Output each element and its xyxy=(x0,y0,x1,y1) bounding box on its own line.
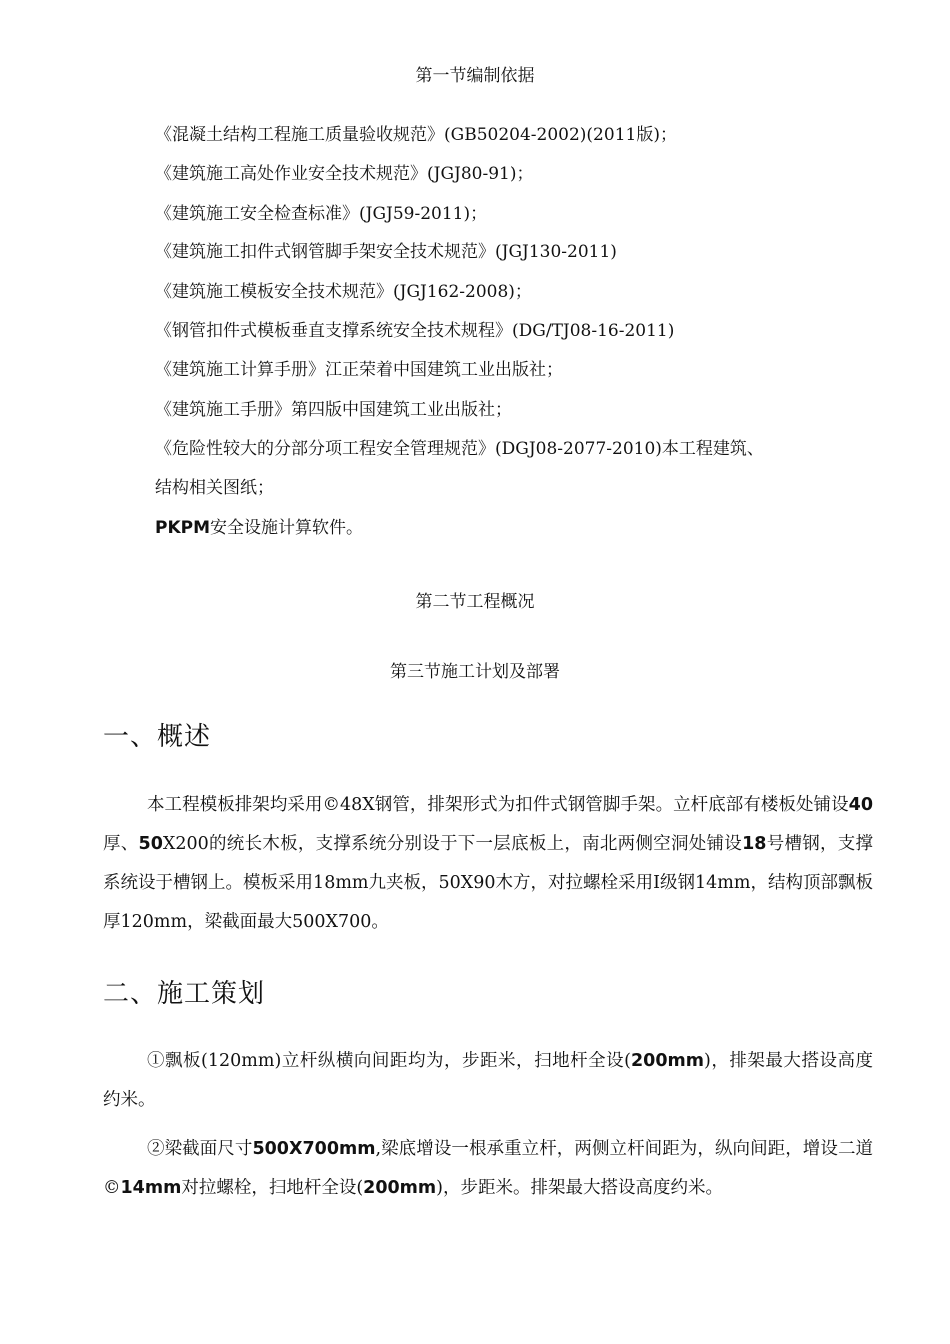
section-2-title: 第二节工程概况 xyxy=(415,592,535,612)
overview-text: X200的统长木板，支撑系统分别设于下一层底板上，南北两侧空洞处铺设 xyxy=(162,834,743,854)
item-text: ②梁截面尺寸 xyxy=(147,1139,253,1159)
item-bold: 500X700mm xyxy=(252,1139,376,1159)
reference-item: 《建筑施工安全检查标准》(JGJ59-2011)； xyxy=(155,204,488,224)
heading-planning: 二、施工策划 xyxy=(103,979,266,1009)
pkpm-bold: PKPM xyxy=(155,518,211,538)
reference-item: 《建筑施工模板安全技术规范》(JGJ162-2008)； xyxy=(155,282,532,302)
item-text: )，排架最大搭设高度约米。 xyxy=(103,1051,873,1110)
item-text: ,梁底增设一根承重立杆，两侧立杆间距为，纵向间距，增设二道© xyxy=(103,1139,874,1198)
item-bold: 14mm xyxy=(120,1178,182,1198)
reference-item: 《建筑施工手册》第四版中国建筑工业出版社； xyxy=(155,400,512,420)
item-text: )，步距米。排架最大搭设高度约米。 xyxy=(436,1178,723,1198)
overview-bold: 40 xyxy=(848,795,873,815)
overview-text: 号槽钢，支撑系统设于槽钢上。模板采用18mm九夹板，50X90木方，对拉螺栓采用Ⅰ级钢14mm，结构顶部飘板厚120mm，梁截面最大500X700。 xyxy=(103,834,874,932)
reference-item: 《建筑施工高处作业安全技术规范》(JGJ80-91)； xyxy=(155,164,534,184)
planning-item-2 xyxy=(103,1130,873,1208)
heading-overview: 一、概述 xyxy=(103,722,212,752)
overview-bold: 50 xyxy=(138,834,163,854)
overview-text: 本工程模板排架均采用©48X钢管，排架形式为扣件式钢管脚手架。立杆底部有楼板处铺设 xyxy=(147,795,849,815)
item-bold: 200mm xyxy=(363,1178,437,1198)
item-text: ①飘板(120mm)立杆纵横向间距均为，步距米，扫地杆全设( xyxy=(147,1051,631,1071)
section-3-title: 第三节施工计划及部署 xyxy=(390,662,560,682)
pkpm-text: 安全设施计算软件。 xyxy=(210,518,364,538)
item-bold: 200mm xyxy=(631,1051,704,1071)
overview-bold: 18 xyxy=(742,834,767,854)
planning-item-1 xyxy=(103,1042,873,1120)
overview-paragraph xyxy=(103,786,873,942)
overview-text: 厚、 xyxy=(103,834,139,854)
section-1-title: 第一节编制依据 xyxy=(415,66,535,86)
reference-item: 《钢管扣件式模板垂直支撑系统安全技术规程》(DG/TJ08-16-2011) xyxy=(155,321,675,341)
item-text: 对拉螺栓，扫地杆全设( xyxy=(181,1178,364,1198)
reference-item: 《建筑施工计算手册》江正荣着中国建筑工业出版社； xyxy=(155,360,563,380)
reference-item: 结构相关图纸； xyxy=(155,478,274,498)
reference-item: 《建筑施工扣件式钢管脚手架安全技术规范》(JGJ130-2011) xyxy=(155,242,617,262)
reference-item-pkpm xyxy=(155,516,363,540)
reference-item: 《混凝土结构工程施工质量验收规范》(GB50204-2002)(2011版)； xyxy=(155,125,677,145)
reference-item: 《危险性较大的分部分项工程安全管理规范》(DGJ08-2077-2010)本工程建筑、 xyxy=(155,439,764,459)
